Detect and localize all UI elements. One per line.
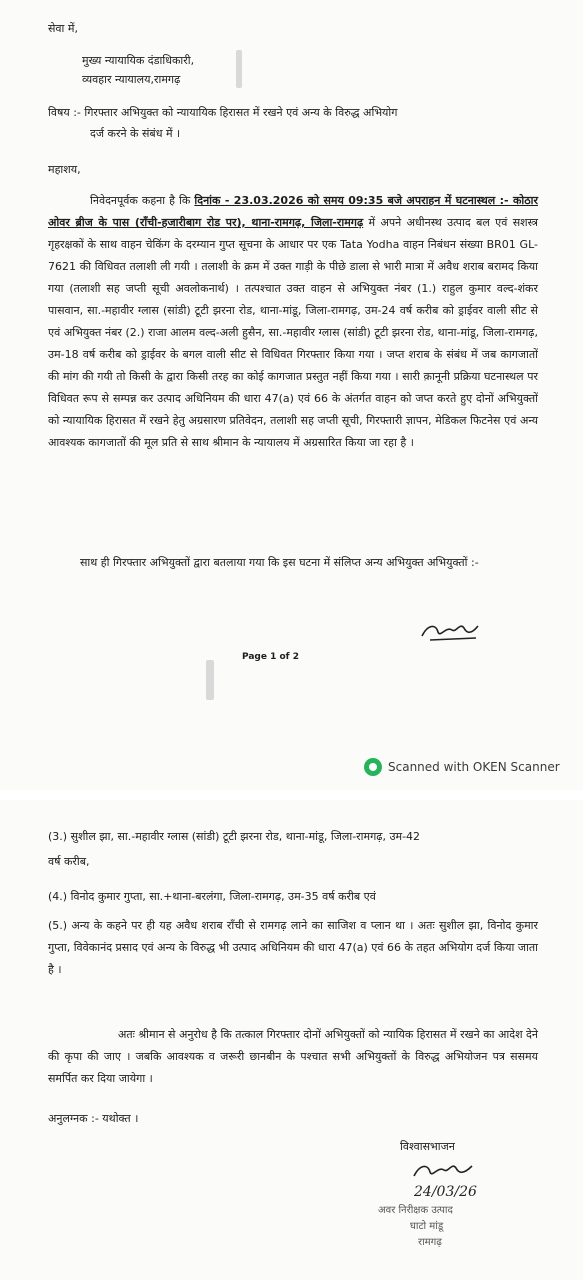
request-paragraph: अतः श्रीमान से अनुरोध है कि तत्काल गिरफ्तार दोनों अभियुक्तों को न्यायिक हिरासत में रखने का आदेश देने की कृपा की जाए । जबकि आवश्यक व जरूरी छानबीन के पश्चात सभी अभियुक्तों के विरुद्ध अभियोजन पत्र ससमय समर्पित कर दिया जायेगा । bbox=[48, 1028, 538, 1085]
subject-line-1: विषय :- गिरफ्तार अभियुक्त को न्यायायिक हिरासत में रखने एवं अन्य के विरुद्ध अभियोग bbox=[48, 106, 398, 119]
addressee-line-2: व्यवहार न्यायालय,रामगढ़ bbox=[82, 73, 181, 86]
body-paragraph-2: साथ ही गिरफ्तार अभियुक्तों द्वारा बतलाया गया कि इस घटना में संलिप्त अन्य अभियुक्त अभियुक्तों :- bbox=[80, 556, 479, 569]
scan-smudge bbox=[206, 660, 214, 700]
greeting: महाशय, bbox=[48, 163, 81, 176]
closing-line: विश्वासभाजन bbox=[400, 1140, 455, 1153]
scanner-logo-icon bbox=[364, 758, 382, 776]
accused-item-3-line-1: (3.) सुशील झा, सा.-महावीर ग्लास (सांडी) टूटी झरना रोड, थाना-मांडू, जिला-रामगढ़, उम-42 bbox=[48, 830, 421, 843]
salutation-to: सेवा में, bbox=[48, 22, 78, 35]
enclosure-line: अनुलग्नक :- यथोक्त । bbox=[48, 1112, 139, 1125]
page-gap bbox=[0, 790, 583, 800]
stamp-line-1: अवर निरीक्षक उत्पाद bbox=[378, 1205, 453, 1216]
signature-mark bbox=[410, 1160, 480, 1184]
stamp-line-3: रामगढ़ bbox=[418, 1237, 442, 1248]
scan-smudge bbox=[236, 50, 242, 88]
subject-line-2: दर्ज करने के संबंध में । bbox=[90, 127, 181, 140]
accused-item-3-line-2: वर्ष करीब, bbox=[48, 855, 90, 868]
signature-date: 24/03/26 bbox=[414, 1184, 477, 1200]
para1-lead: निवेदनपूर्वक कहना है कि bbox=[90, 194, 195, 207]
scanner-label: Scanned with OKEN Scanner bbox=[388, 760, 560, 774]
body-paragraph-1 bbox=[48, 190, 538, 454]
para1-date-place: दिनांक - 23.03.2026 को समय 09:35 बजे अपराहन में घटनास्थल :- कोठार ओवर ब्रीज के पास (राँची-हजारीबाग रोड पर), थाना-रामगढ़, जिला-रामगढ़ bbox=[48, 194, 538, 229]
accused-item-4: (4.) विनोद कुमार गुप्ता, सा.+थाना-बरलंगा, जिला-रामगढ़, उम-35 वर्ष करीब एवं bbox=[48, 890, 376, 903]
para1-rest: में अपने अधीनस्थ उत्पाद बल एवं सशस्त्र गृहरक्षकों के साथ वाहन चेकिंग के दरम्यान गुप्त सूचना के आधार पर एक Tata Yodha वाहन निबंधन संख्या BR01 GL-7621 की विधिवत तलाशी ली गयी । तलाशी के क्रम में उक्त गाड़ी के पीछे डाला से भारी मात्रा में अवैध शराब बरामद किया गया (तलाशी सह जप्ती सूची अवलोकनार्थ) । तत्पश्चात उक्त वाहन से अभियुक्त नंबर (1.) राहुल कुमार वल्द-शंकर पासवान, सा.-महावीर ग्लास (सांडी) टूटी झरना रोड, थाना-मांडू, जिला-रामगढ़, उम-24 वर्ष करीब को ड्राईवर वाली सीट से एवं अभियुक्त नंबर (2.) राजा आलम वल्द-अली हुसैन, सा.-महावीर ग्लास (सांडी) टूटी झरना रोड, थाना-मांडू, जिला-रामगढ़, उम-18 वर्ष करीब को ड्राईवर के बगल वाली सीट से विधिवत गिरफ्तार किया गया । जप्त शराब के संबंध में जब कागजातों की मांग की गयी तो किसी के द्वारा किसी तरह का कोई कागजात प्रस्तुत नहीं किया गया । सारी क़ानूनी प्रक्रिया घटनास्थल पर विधिवत रूप से सम्पन्न कर उत्पाद अधिनियम की धारा 47(a) एवं 66 के अंतर्गत वाहन को जप्त करते हुए दोनों अभियुक्तों को न्यायायिक हिरासत में रखने हेतु अग्रसारण प्रतिवेदन, तलाशी सह जप्ती सूची, गिरफ्तारी ज्ञापन, मेडिकल फिटनेस एवं अन्य आवश्यक कागजातों की मूल प्रति से साथ श्रीमान के न्यायालय में अग्रसारित किया जा रहा है । bbox=[48, 216, 538, 449]
accused-item-5: (5.) अन्य के कहने पर ही यह अवैध शराब राँची से रामगढ़ लाने का साजिश व प्लान था । अतः सुशील झा, विनोद कुमार गुप्ता, विवेकानंद प्रसाद एवं अन्य के विरुद्ध भी उत्पाद अधिनियम की धारा 47(a) एवं 66 के तहत अभियोग दर्ज किया जाता है । bbox=[48, 919, 538, 976]
addressee-line-1: मुख्य न्यायायिक दंडाधिकारी, bbox=[82, 54, 195, 67]
stamp-line-2: घाटो मांडू bbox=[410, 1221, 444, 1232]
page-number: Page 1 of 2 bbox=[242, 652, 299, 662]
document-page-2 bbox=[0, 800, 583, 1280]
scanner-watermark bbox=[364, 758, 560, 776]
signature-mark bbox=[418, 618, 488, 644]
